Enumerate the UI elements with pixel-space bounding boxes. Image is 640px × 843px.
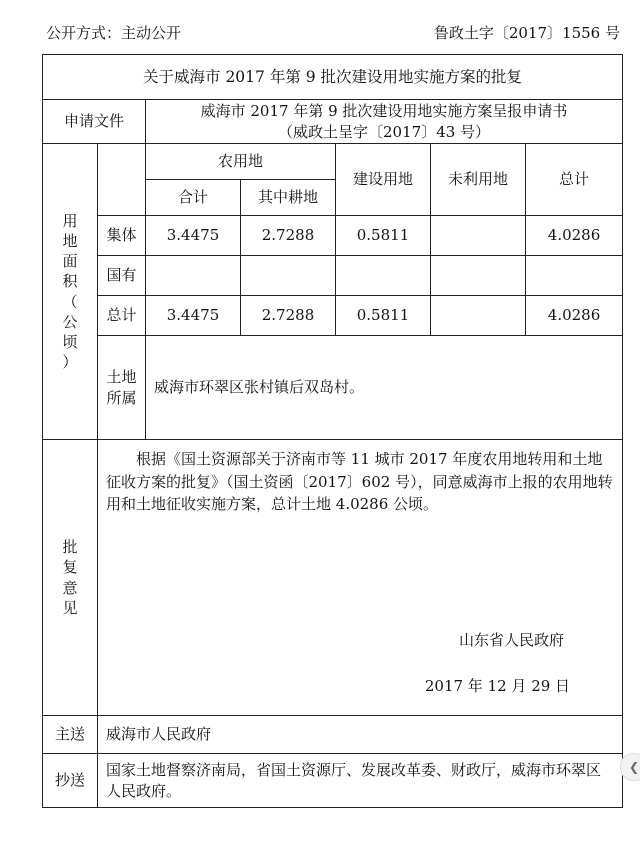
agri-header: 农用地 [146,144,336,180]
agri-total-header: 合计 [146,180,241,216]
cell-construction: 0.5811 [336,296,431,336]
area-label-text: 用 地 面 积 （ 公 顷 ） [62,211,78,372]
main-send-value: 威海市人民政府 [98,716,623,754]
copy-value: 国家土地督察济南局，省国土资源厅、发展改革委、财政厅，威海市环翠区人民政府。 [98,754,623,808]
application-value [146,100,623,144]
cell-agri-total [146,256,241,296]
cell-total [526,256,623,296]
opinion-content [98,440,623,716]
owner-value: 威海市环翠区张村镇后双岛村。 [146,336,623,440]
cell-construction: 0.5811 [336,216,431,256]
row-header-blank [98,144,146,216]
cell-arable: 2.7288 [241,216,336,256]
cell-unused [431,296,526,336]
row-name: 总计 [98,296,146,336]
table-row [43,256,623,296]
copy-label: 抄送 [43,754,98,808]
cell-arable [241,256,336,296]
application-line-1: 威海市 2017 年第 9 批次建设用地实施方案呈报申请书 [200,102,568,121]
opinion-body: 根据《国土资源部关于济南市等 11 城市 2017 年度农用地转用和土地征收方案的批复》（国土资函〔2017〕602 号），同意威海市上报的农用地转用和土地征收实施方案，总计土地 4.0286 公顷。 [106,450,613,513]
owner-label [98,336,146,440]
unused-header: 未利用地 [431,144,526,216]
cell-total: 4.0286 [526,296,623,336]
total-header: 总计 [526,144,623,216]
table-row [43,216,623,256]
table-title: 关于威海市 2017 年第 9 批次建设用地实施方案的批复 [43,55,623,100]
scroll-arrow-icon[interactable]: ❮ [620,753,640,781]
main-send-label: 主送 [43,716,98,754]
cell-arable: 2.7288 [241,296,336,336]
cell-unused [431,256,526,296]
cell-agri-total: 3.4475 [146,216,241,256]
approval-table [42,54,623,808]
cell-agri-total: 3.4475 [146,296,241,336]
agri-arable-header: 其中耕地 [241,180,336,216]
opinion-signer: 山东省人民政府 [459,631,565,649]
owner-label-1: 土地 [106,368,137,387]
area-label [43,144,98,440]
opinion-date: 2017 年 12 月 29 日 [424,677,571,695]
table-row [43,296,623,336]
construction-header: 建设用地 [336,144,431,216]
cell-construction [336,256,431,296]
disclosure-method: 公开方式：主动公开 [46,24,182,42]
cell-total: 4.0286 [526,216,623,256]
application-line-2: （威政土呈字〔2017〕43 号） [278,122,491,141]
owner-label-2: 所属 [106,388,137,407]
cell-unused [431,216,526,256]
document-header [46,22,620,44]
row-name: 集体 [98,216,146,256]
row-name: 国有 [98,256,146,296]
opinion-label-text: 批 复 意 见 [62,538,78,617]
application-label: 申请文件 [43,100,146,144]
document-number: 鲁政土字〔2017〕1556 号 [433,24,620,42]
opinion-label [43,440,98,716]
